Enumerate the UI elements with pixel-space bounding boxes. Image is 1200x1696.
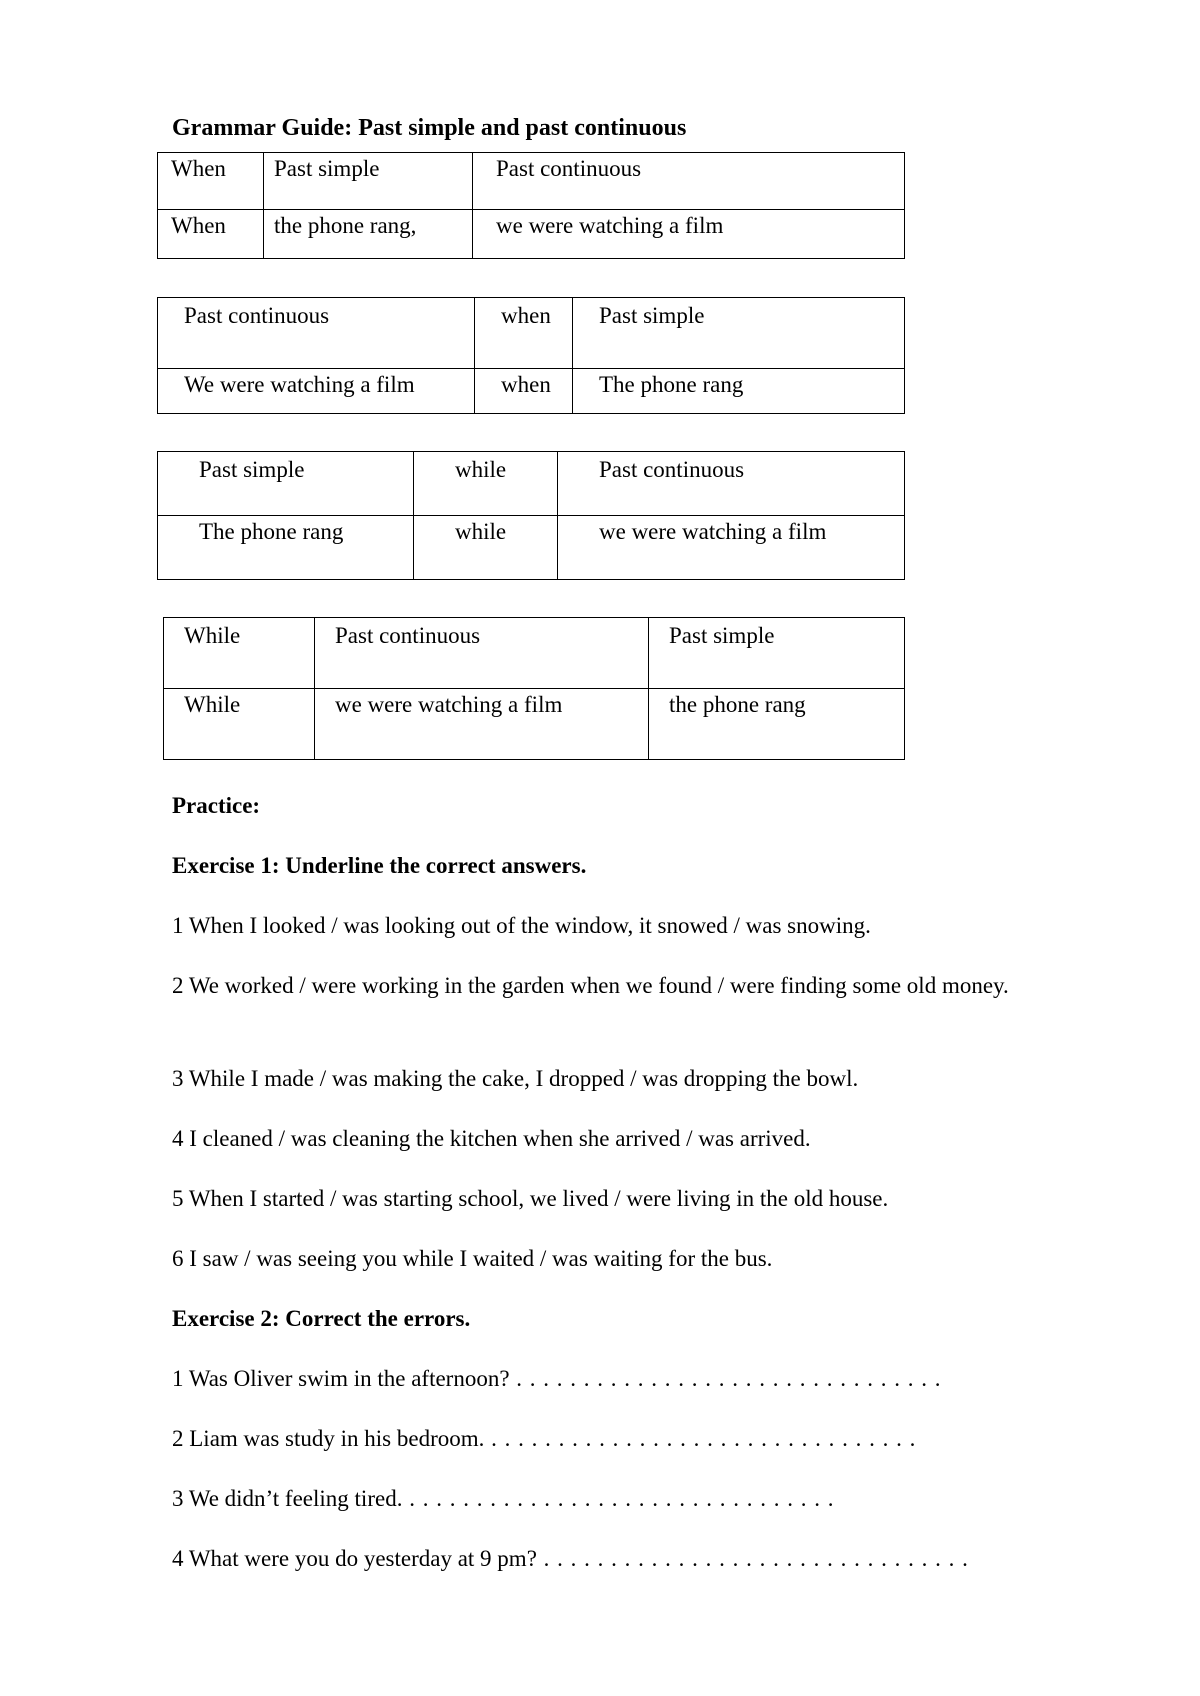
answer-blank[interactable]: . . . . . . . . . . . . . . . . . . . . . . . . . . . . . . . . — [484, 1426, 917, 1451]
grammar-table-when-past-simple — [157, 152, 905, 259]
table-cell: When — [158, 210, 264, 259]
table-row — [164, 689, 905, 760]
table-cell: Past simple — [573, 298, 905, 369]
table-cell: we were watching a film — [473, 210, 905, 259]
exercise-2-heading: Exercise 2: Correct the errors. — [172, 1306, 471, 1331]
exercise-2-item — [172, 1362, 942, 1395]
table-row — [158, 369, 905, 414]
table-row — [164, 618, 905, 689]
table-cell: we were watching a film — [558, 516, 905, 580]
exercise-1-item: 2 We worked / were working in the garden when we found / were finding some old money. — [172, 973, 1009, 998]
table-cell: Past simple — [158, 452, 414, 516]
page-title: Grammar Guide: Past simple and past continuous — [172, 115, 687, 141]
table-cell: Past continuous — [558, 452, 905, 516]
exercise-2-item — [172, 1482, 834, 1515]
exercise-2-sentence: 3 We didn’t feeling tired. — [172, 1486, 403, 1511]
exercise-1-item: 1 When I looked / was looking out of the window, it snowed / was snowing. — [172, 913, 871, 938]
answer-blank[interactable]: . . . . . . . . . . . . . . . . . . . . . . . . . . . . . . . . — [509, 1366, 942, 1391]
table-cell: the phone rang, — [264, 210, 473, 259]
table-cell: Past simple — [649, 618, 905, 689]
table-row — [158, 210, 905, 259]
table-cell: Past simple — [264, 153, 473, 210]
exercise-1-item: 6 I saw / was seeing you while I waited / was waiting for the bus. — [172, 1246, 773, 1271]
table-cell: The phone rang — [573, 369, 905, 414]
exercise-1-item: 3 While I made / was making the cake, I dropped / was dropping the bowl. — [172, 1066, 859, 1091]
table-row — [158, 452, 905, 516]
table-cell: We were watching a film — [158, 369, 475, 414]
table-cell: Past continuous — [315, 618, 649, 689]
table-row — [158, 153, 905, 210]
exercise-2-sentence: 2 Liam was study in his bedroom. — [172, 1426, 485, 1451]
table-row — [158, 516, 905, 580]
exercise-2-sentence: 1 Was Oliver swim in the afternoon? — [172, 1366, 510, 1391]
table-cell: While — [164, 618, 315, 689]
practice-heading: Practice: — [172, 793, 261, 818]
table-cell: when — [475, 298, 573, 369]
exercise-2-item — [172, 1422, 916, 1455]
exercise-1-heading: Exercise 1: Underline the correct answers. — [172, 853, 587, 878]
table-row — [158, 298, 905, 369]
exercise-1-item: 5 When I started / was starting school, we lived / were living in the old house. — [172, 1186, 889, 1211]
answer-blank[interactable]: . . . . . . . . . . . . . . . . . . . . . . . . . . . . . . . . — [402, 1486, 835, 1511]
table-cell: When — [158, 153, 264, 210]
grammar-table-past-continuous-when — [157, 297, 905, 414]
grammar-table-while-past-continuous — [163, 617, 905, 760]
table-cell: when — [475, 369, 573, 414]
table-cell: Past continuous — [158, 298, 475, 369]
grammar-table-past-simple-while — [157, 451, 905, 580]
table-cell: while — [414, 516, 558, 580]
table-cell: While — [164, 689, 315, 760]
table-cell: Past continuous — [473, 153, 905, 210]
exercise-1-item: 4 I cleaned / was cleaning the kitchen when she arrived / was arrived. — [172, 1126, 811, 1151]
table-cell: the phone rang — [649, 689, 905, 760]
table-cell: we were watching a film — [315, 689, 649, 760]
exercise-2-item — [172, 1542, 969, 1575]
table-cell: while — [414, 452, 558, 516]
table-cell: The phone rang — [158, 516, 414, 580]
exercise-2-sentence: 4 What were you do yesterday at 9 pm? — [172, 1546, 537, 1571]
answer-blank[interactable]: . . . . . . . . . . . . . . . . . . . . . . . . . . . . . . . . — [536, 1546, 969, 1571]
